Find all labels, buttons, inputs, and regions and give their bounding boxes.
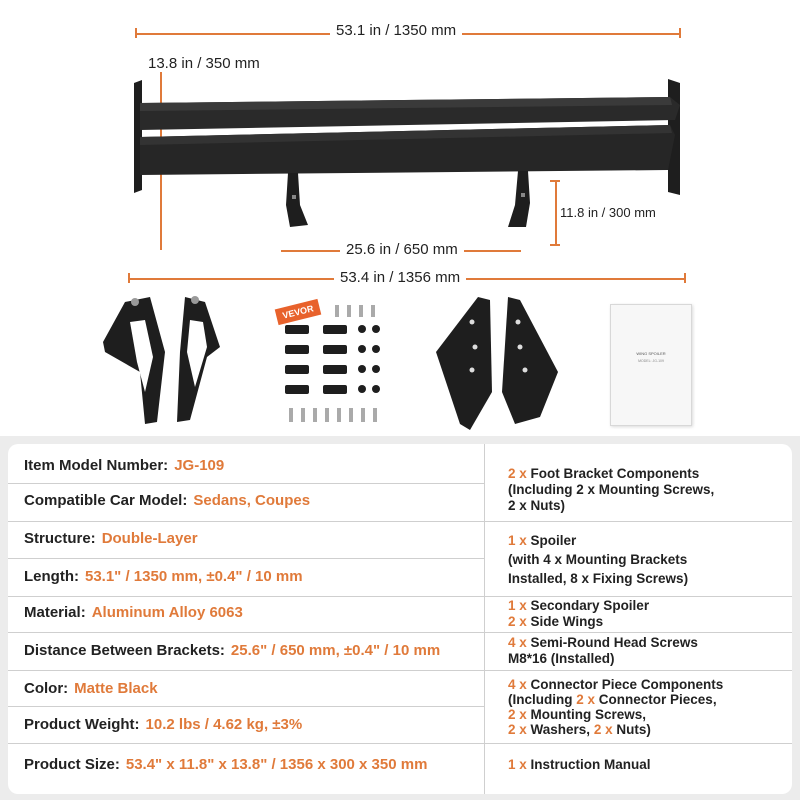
foot-brackets-image [95, 292, 240, 432]
spec-row-distance [8, 632, 484, 669]
height-label: 13.8 in / 350 mm [148, 55, 260, 72]
tag-brand: VEVOR [281, 303, 315, 321]
spec-label: Color: [24, 680, 69, 697]
package-item-screws: 4 x Semi-Round Head Screws M8*16 (Installed) [508, 635, 698, 666]
instruction-manual-image [610, 304, 692, 426]
side-wings-image [430, 292, 565, 434]
spec-label: Distance Between Brackets: [24, 642, 225, 659]
spec-value: Double-Layer [101, 530, 198, 547]
spec-value: Matte Black [74, 680, 158, 697]
spec-value: Sedans, Coupes [193, 492, 311, 509]
spec-row-size [8, 746, 484, 783]
spec-label: Product Size: [24, 756, 120, 773]
overall-width-label: 53.4 in / 1356 mm [334, 269, 466, 286]
spec-row-length [8, 558, 484, 595]
package-item-manual: 1 x Instruction Manual [508, 757, 651, 772]
connector-pieces-image [265, 300, 405, 430]
manual-title: WING SPOILER [636, 351, 666, 356]
spec-value: 25.6" / 650 mm, ±0.4" / 10 mm [230, 642, 441, 659]
package-item-connector-pieces: 4 x Connector Piece Components (Including 2 x Connector Pieces, 2 x Mounting Screws, 2 x Washers, 2 x Nuts) [508, 677, 724, 737]
spec-value: 53.1" / 1350 mm, ±0.4" / 10 mm [84, 568, 303, 585]
spec-row-material [8, 594, 484, 631]
bracket-height-label: 11.8 in / 300 mm [560, 205, 656, 220]
package-item-foot-brackets: 2 x Foot Bracket Components (Including 2 x Mounting Screws, 2 x Nuts) [508, 466, 715, 513]
spec-value: 10.2 lbs / 4.62 kg, ±3% [145, 716, 303, 733]
column-divider [484, 444, 485, 794]
spec-value: JG-109 [174, 457, 225, 474]
top-width-label: 53.1 in / 1350 mm [330, 22, 462, 39]
spec-row-color [8, 670, 484, 707]
spec-row-structure [8, 520, 484, 557]
spoiler-image [120, 75, 695, 250]
spec-value: 53.4" x 11.8" x 13.8" / 1356 x 300 x 350 mm [125, 756, 428, 773]
spec-row-model [8, 447, 484, 484]
package-item-spoiler: 1 x Spoiler (with 4 x Mounting Brackets Installed, 8 x Fixing Screws) [508, 533, 689, 586]
spec-label: Item Model Number: [24, 457, 169, 474]
package-item-secondary-spoiler: 1 x Secondary Spoiler 2 x Side Wings [508, 598, 650, 629]
spec-label: Structure: [24, 530, 96, 547]
spec-label: Compatible Car Model: [24, 492, 188, 509]
spec-row-weight [8, 706, 484, 743]
spec-label: Product Weight: [24, 716, 140, 733]
manual-subtitle: MODEL: JG-109 [638, 359, 664, 363]
spec-label: Length: [24, 568, 79, 585]
spec-value: Aluminum Alloy 6063 [91, 604, 243, 621]
bracket-distance-label: 25.6 in / 650 mm [340, 241, 464, 258]
spec-label: Material: [24, 604, 86, 621]
spec-row-car-model [8, 482, 484, 519]
